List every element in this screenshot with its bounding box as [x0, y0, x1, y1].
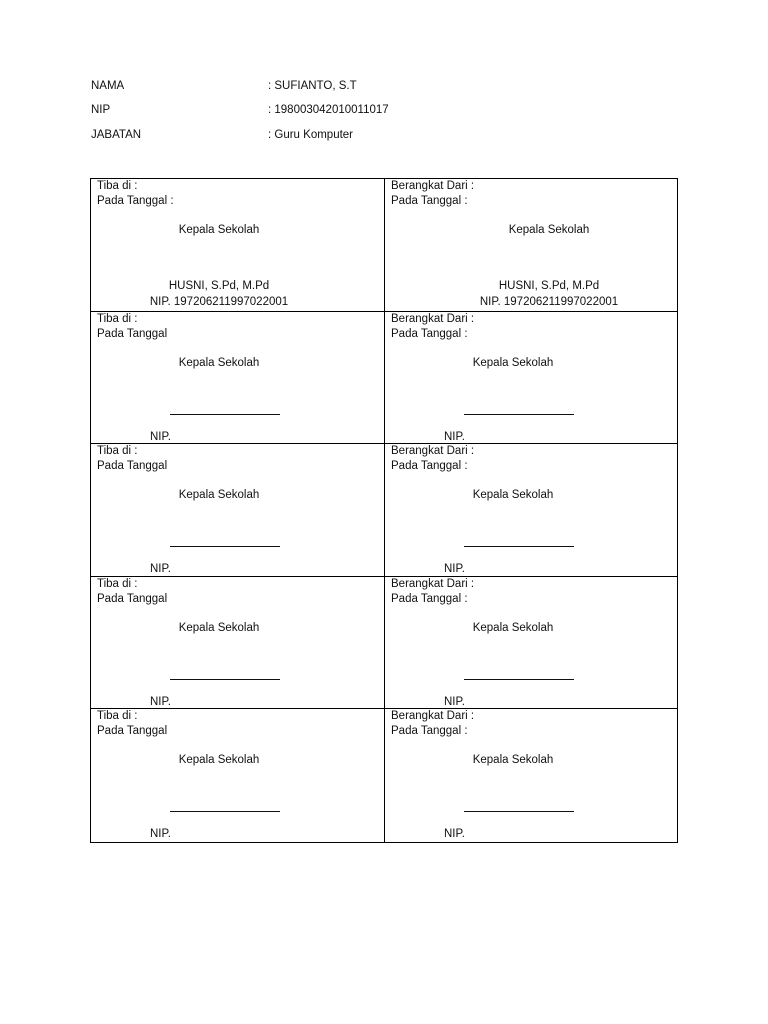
berangkat-label: Berangkat Dari : [391, 312, 475, 325]
kepala-sekolah-label: Kepala Sekolah [178, 224, 260, 236]
kepala-sekolah-label: Kepala Sekolah [178, 356, 260, 369]
nip-blank: NIP. [150, 828, 171, 841]
kepala-sekolah-label: Kepala Sekolah [472, 754, 554, 767]
signer-name: HUSNI, S.Pd, M.Pd [168, 280, 270, 292]
kepala-sekolah-label: Kepala Sekolah [472, 621, 554, 634]
tiba-label: Tiba di : [97, 180, 138, 192]
tanggal-label: Pada Tanggal : [97, 195, 174, 207]
cell-5-berangkat [385, 709, 678, 842]
jabatan-value: : Guru Komputer [268, 129, 354, 141]
cell-5-tiba [91, 709, 385, 842]
cell-4-tiba [91, 577, 385, 710]
cell-3-berangkat [385, 444, 678, 577]
kepala-sekolah-label: Kepala Sekolah [178, 754, 260, 767]
tanggal-label: Pada Tanggal [97, 327, 168, 340]
kepala-sekolah-label: Kepala Sekolah [472, 489, 554, 502]
travel-stamp-table [90, 178, 678, 843]
tanggal-label: Pada Tanggal : [391, 195, 468, 207]
tanggal-label: Pada Tanggal : [391, 327, 468, 340]
kepala-sekolah-label: Kepala Sekolah [472, 356, 554, 369]
tiba-label: Tiba di : [97, 577, 138, 590]
tanggal-label: Pada Tanggal [97, 460, 168, 473]
berangkat-label: Berangkat Dari : [391, 180, 475, 192]
tanggal-label: Pada Tanggal : [391, 725, 468, 738]
nama-value: : SUFIANTO, S.T [268, 80, 357, 92]
signature-line [170, 679, 280, 680]
nip-blank: NIP. [444, 828, 465, 841]
cell-2-tiba [91, 312, 385, 445]
signer-nip: NIP. 197206211997022001 [479, 296, 619, 308]
tanggal-label: Pada Tanggal : [391, 460, 468, 473]
signature-line [170, 811, 280, 812]
jabatan-label: JABATAN [91, 129, 142, 141]
cell-2-berangkat [385, 312, 678, 445]
cell-1-berangkat [385, 179, 678, 312]
nip-value: : 198003042010011017 [268, 104, 389, 116]
tanggal-label: Pada Tanggal : [391, 592, 468, 605]
signature-line [464, 414, 574, 415]
tanggal-label: Pada Tanggal [97, 725, 168, 738]
nip-blank: NIP. [444, 430, 465, 443]
signature-line [464, 811, 574, 812]
cell-1-tiba [91, 179, 385, 312]
kepala-sekolah-label: Kepala Sekolah [178, 621, 260, 634]
tiba-label: Tiba di : [97, 445, 138, 458]
tanggal-label: Pada Tanggal [97, 592, 168, 605]
signer-nip: NIP. 197206211997022001 [149, 296, 289, 308]
berangkat-label: Berangkat Dari : [391, 710, 475, 723]
nip-blank: NIP. [444, 563, 465, 576]
berangkat-label: Berangkat Dari : [391, 577, 475, 590]
tiba-label: Tiba di : [97, 710, 138, 723]
tiba-label: Tiba di : [97, 312, 138, 325]
kepala-sekolah-label: Kepala Sekolah [508, 224, 590, 236]
nip-blank: NIP. [150, 695, 171, 708]
nip-blank: NIP. [150, 430, 171, 443]
nip-label: NIP [91, 104, 111, 116]
cell-4-berangkat [385, 577, 678, 710]
nip-blank: NIP. [444, 695, 465, 708]
nip-blank: NIP. [150, 563, 171, 576]
nama-label: NAMA [91, 80, 125, 92]
signature-line [464, 546, 574, 547]
berangkat-label: Berangkat Dari : [391, 445, 475, 458]
signer-name: HUSNI, S.Pd, M.Pd [498, 280, 600, 292]
cell-3-tiba [91, 444, 385, 577]
signature-line [170, 414, 280, 415]
signature-line [170, 546, 280, 547]
kepala-sekolah-label: Kepala Sekolah [178, 489, 260, 502]
signature-line [464, 679, 574, 680]
